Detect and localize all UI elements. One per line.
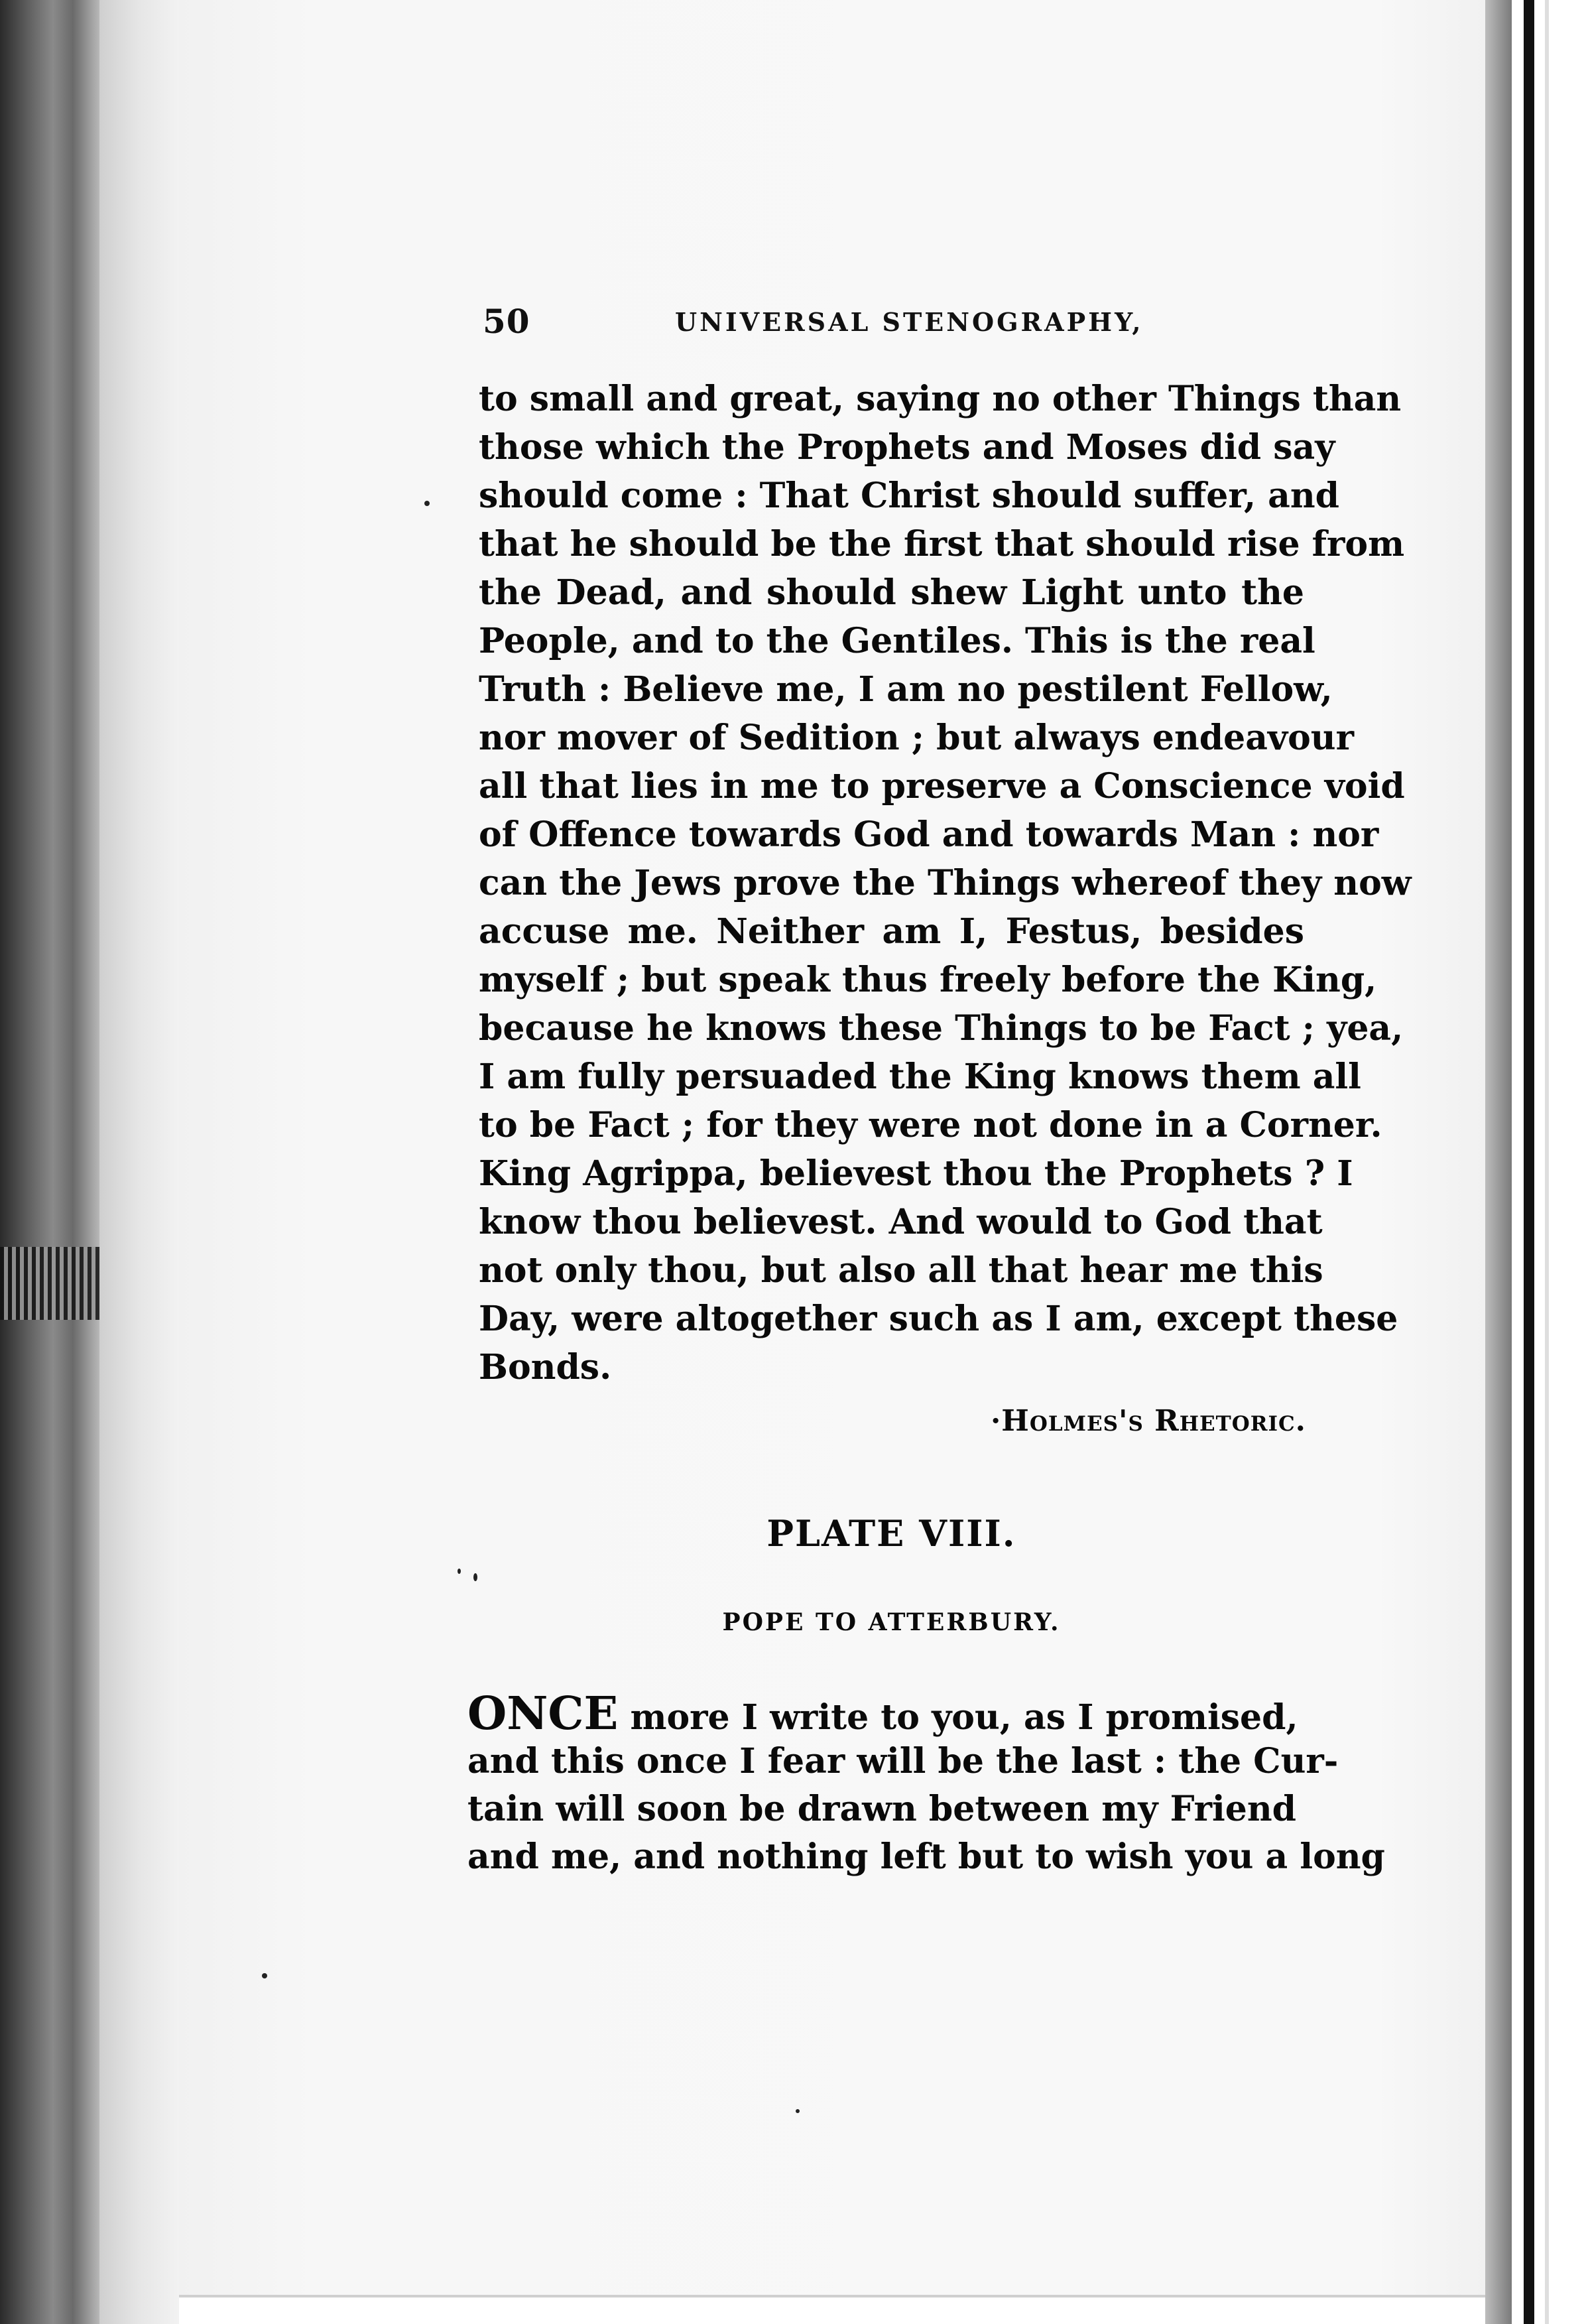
text-line: of Offence towards God and towards Man : nor — [479, 814, 1379, 855]
dust-speck — [262, 1973, 267, 1978]
text-line: I am fully persuaded the King knows them all — [479, 1057, 1361, 1097]
adjacent-page-edge-light — [1545, 0, 1549, 2324]
text-line: know thou believest. And would to God that — [479, 1202, 1323, 1242]
page-inner-margin — [99, 0, 179, 2324]
letter-first-line — [467, 1687, 1298, 1740]
text-line: can the Jews prove the Things whereof they now — [479, 863, 1412, 903]
book-spine — [0, 0, 99, 2324]
dust-speck — [457, 1569, 461, 1574]
attribution: ·Holmes's Rhetoric. — [990, 1404, 1306, 1438]
text-line: King Agrippa, believest thou the Prophets ? I — [479, 1153, 1353, 1194]
letter-line: and this once I fear will be the last : the Cur- — [467, 1741, 1339, 1781]
text-line: Truth : Believe me, I am no pestilent Fellow, — [479, 669, 1333, 710]
text-line: to be Fact ; for they were not done in a Corner. — [479, 1105, 1382, 1145]
dust-speck — [473, 1573, 477, 1581]
text-line: not only thou, but also all that hear me this — [479, 1250, 1323, 1291]
page-number: 50 — [483, 302, 530, 341]
letter-text — [467, 1687, 1385, 1881]
text-line: accuse me. Neither am I, Festus, besides — [479, 911, 1304, 952]
letter-line: and me, and nothing left but to wish you a long — [467, 1837, 1385, 1877]
plate-subtitle: POPE TO ATTERBURY. — [722, 1608, 1061, 1636]
page-fore-edge — [1485, 0, 1512, 2324]
running-head — [483, 302, 1232, 348]
text-line: nor mover of Sedition ; but always endeavour — [479, 718, 1354, 758]
text-line: People, and to the Gentiles. This is the real — [479, 621, 1315, 661]
text-line: should come : That Christ should suffer, and — [479, 476, 1340, 516]
text-line: Bonds. — [479, 1347, 612, 1388]
binding-stitch-mark — [0, 1247, 99, 1320]
letter-line: tain will soon be drawn between my Friend — [467, 1789, 1296, 1829]
plate-title: PLATE VIII. — [766, 1512, 1016, 1555]
text-line: Day, were altogether such as I am, except these — [479, 1299, 1398, 1339]
dust-speck — [424, 501, 430, 506]
adjacent-page-strip — [1512, 0, 1586, 2324]
adjacent-page-edge-dark — [1524, 0, 1534, 2324]
dust-speck — [796, 2109, 800, 2113]
text-line: those which the Prophets and Moses did say — [479, 427, 1335, 468]
text-line: all that lies in me to preserve a Conscience void — [479, 766, 1405, 807]
text-line: that he should be the first that should rise from — [479, 524, 1405, 564]
first-line-rest: more I write to you, as I promised, — [618, 1697, 1298, 1738]
text-line: myself ; but speak thus freely before the King, — [479, 960, 1377, 1000]
running-title: UNIVERSAL STENOGRAPHY, — [675, 307, 1144, 337]
text-line: to small and great, saying no other Things than — [479, 379, 1402, 419]
opening-word: ONCE — [467, 1687, 619, 1740]
text-line: the Dead, and should shew Light unto the — [479, 572, 1304, 613]
passage-text — [479, 375, 1412, 1391]
text-line: because he knows these Things to be Fact ; yea, — [479, 1008, 1404, 1049]
